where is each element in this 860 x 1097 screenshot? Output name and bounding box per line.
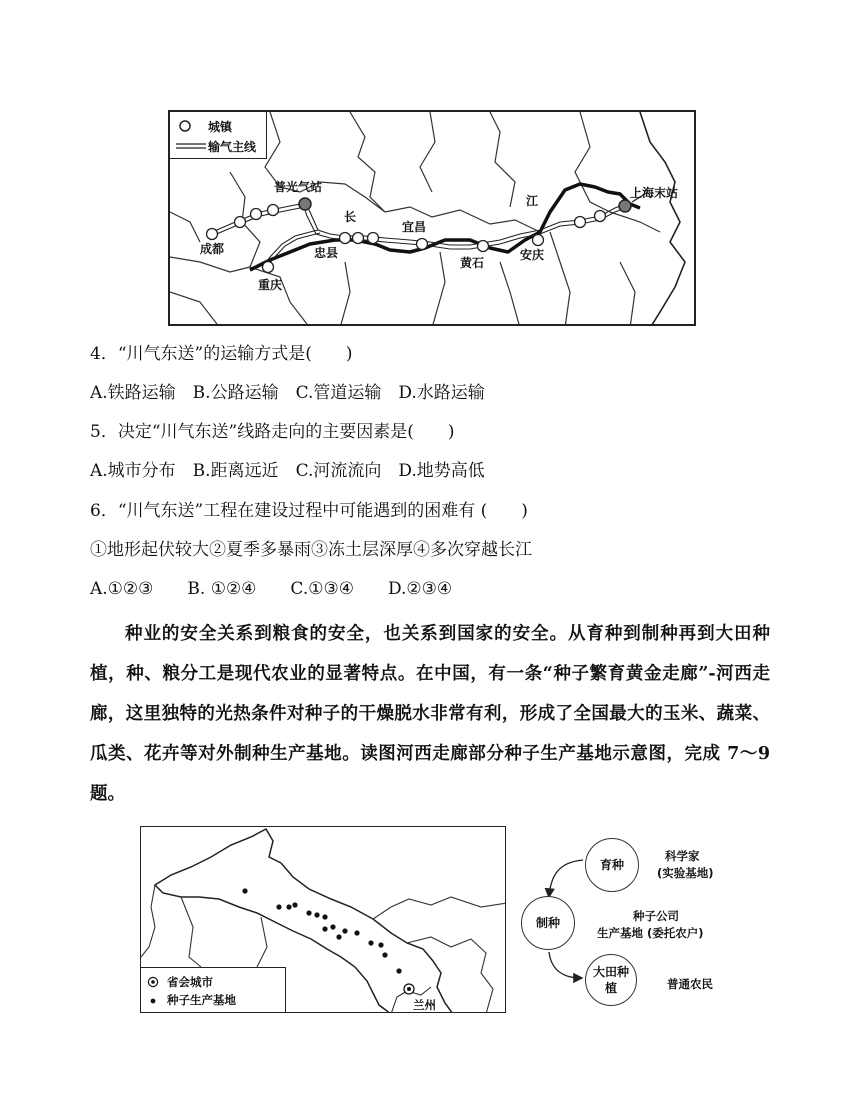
question-5-stem: 5．决定“川气东送”线路走向的主要因素是( ) [90,422,455,442]
legend-town-label: 城镇 [208,120,233,134]
label-lanzhou: 兰州 [413,998,436,1012]
question-5-options: A.城市分布 B.距离远近 C.河流流向 D.地势高低 [90,461,485,481]
seed-base: 生产基地 (委托农户) [597,926,704,940]
question-4-options: A.铁路运输 B.公路运输 C.管道运输 D.水路运输 [90,383,485,403]
label-puguang: 普光气站 [274,180,323,194]
farmers: 普通农民 [667,977,713,991]
seed-flow-diagram [515,836,775,1016]
seed-company: 种子公司 [633,909,679,923]
breeding-who: 科学家 [665,849,700,863]
legend-pipeline-label: 输气主线 [208,140,257,154]
label-yichang: 宜昌 [402,220,427,234]
breeding-where: (实验基地) [657,866,714,880]
label-zhongxian: 忠县 [314,246,339,260]
label-shanghai: 上海末站 [630,186,679,200]
label-huangshi: 黄石 [460,256,485,270]
question-6-options: A.①②③ B. ①②④ C.①③④ D.②③④ [90,579,453,599]
label-chang: 长 [344,210,357,224]
capital-legend-icon [147,976,159,988]
label-anqing: 安庆 [520,248,545,262]
legend-seed-base-label: 种子生产基地 [167,993,236,1007]
question-4-stem: 4．“川气东送”的运输方式是( ) [90,344,353,364]
label-chengdu: 成都 [200,242,225,256]
question-6-stem: 6．“川气东送”工程在建设过程中可能遇到的困难有 ( ) [90,501,528,521]
town-legend-icon [178,119,192,133]
legend-capital-label: 省会城市 [167,975,213,989]
seed-base-legend-icon [149,997,157,1005]
breeding-node: 育种 [585,838,639,892]
question-6-statements: ①地形起伏较大②夏季多暴雨③冻土层深厚④多次穿越长江 [90,540,532,560]
map1-legend [170,112,267,159]
pipeline-map [168,110,696,326]
label-chongqing: 重庆 [258,278,283,292]
hexi-map [140,826,506,1013]
field-planting-node: 大田种植 [585,954,637,1006]
passage-text: 种业的安全关系到粮食的安全，也关系到国家的安全。从育种到制种再到大田种植，种、粮分工是现代农业的显著特点。在中国，有一条“种子繁育黄金走廊”-河西走廊，这里独特的光热条件对种子的干燥脱水非常有利，形成了全国最大的玉米、蔬菜、瓜类、花卉等对外制种生产基地。读图河西走廊部分种子生产基地示意图，完成 7～9 题。 [90,624,770,804]
seed-production-node: 制种 [521,896,575,950]
map2-legend [141,967,286,1013]
pipeline-legend-icon [176,142,206,150]
label-jiang: 江 [526,194,539,208]
